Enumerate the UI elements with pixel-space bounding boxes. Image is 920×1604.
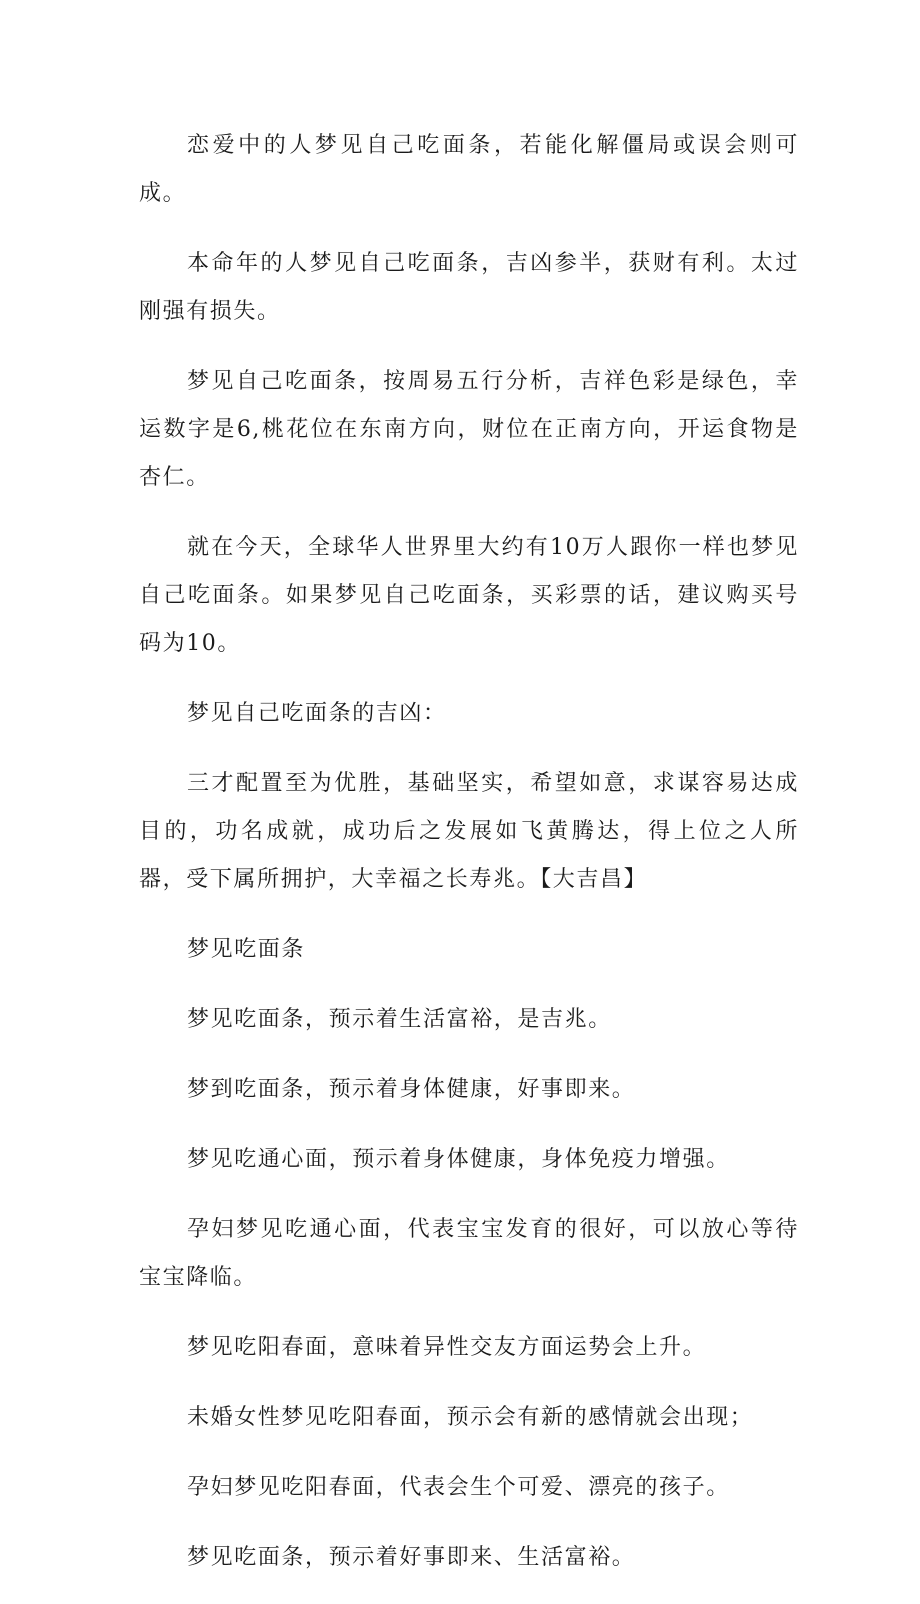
paragraph-3: 梦见自己吃面条，按周易五行分析，吉祥色彩是绿色，幸运数字是6,桃花位在东南方向，财位在正南方向，开运食物是杏仁。 <box>139 369 799 490</box>
paragraph-9: 梦到吃面条，预示着身体健康，好事即来。 <box>187 1077 636 1102</box>
paragraph-8: 梦见吃面条，预示着生活富裕，是吉兆。 <box>187 1007 612 1032</box>
paragraph-1: 恋爱中的人梦见自己吃面条，若能化解僵局或误会则可成。 <box>139 133 799 206</box>
paragraph-14: 孕妇梦见吃阳春面，代表会生个可爱、漂亮的孩子。 <box>187 1475 730 1500</box>
paragraph-6: 三才配置至为优胜，基础坚实，希望如意，求谋容易达成目的，功名成就，成功后之发展如飞黄腾达，得上位之人所器，受下属所拥护，大幸福之长寿兆。【大吉昌】 <box>139 771 799 892</box>
paragraph-4: 就在今天，全球华人世界里大约有10万人跟你一样也梦见自己吃面条。如果梦见自己吃面条，买彩票的话，建议购买号码为10。 <box>139 535 799 656</box>
paragraph-13: 未婚女性梦见吃阳春面，预示会有新的感情就会出现； <box>187 1405 754 1430</box>
section-heading: 梦见吃面条 <box>187 937 306 962</box>
paragraph-2: 本命年的人梦见自己吃面条，吉凶参半，获财有利。太过刚强有损失。 <box>139 251 799 324</box>
paragraph-15: 梦见吃面条，预示着好事即来、生活富裕。 <box>187 1545 636 1570</box>
paragraph-10: 梦见吃通心面，预示着身体健康，身体免疫力增强。 <box>187 1147 730 1172</box>
document-body <box>139 122 799 1604</box>
paragraph-5: 梦见自己吃面条的吉凶： <box>187 701 447 726</box>
paragraph-11: 孕妇梦见吃通心面，代表宝宝发育的很好，可以放心等待宝宝降临。 <box>139 1217 799 1290</box>
paragraph-12: 梦见吃阳春面，意味着异性交友方面运势会上升。 <box>187 1335 707 1360</box>
